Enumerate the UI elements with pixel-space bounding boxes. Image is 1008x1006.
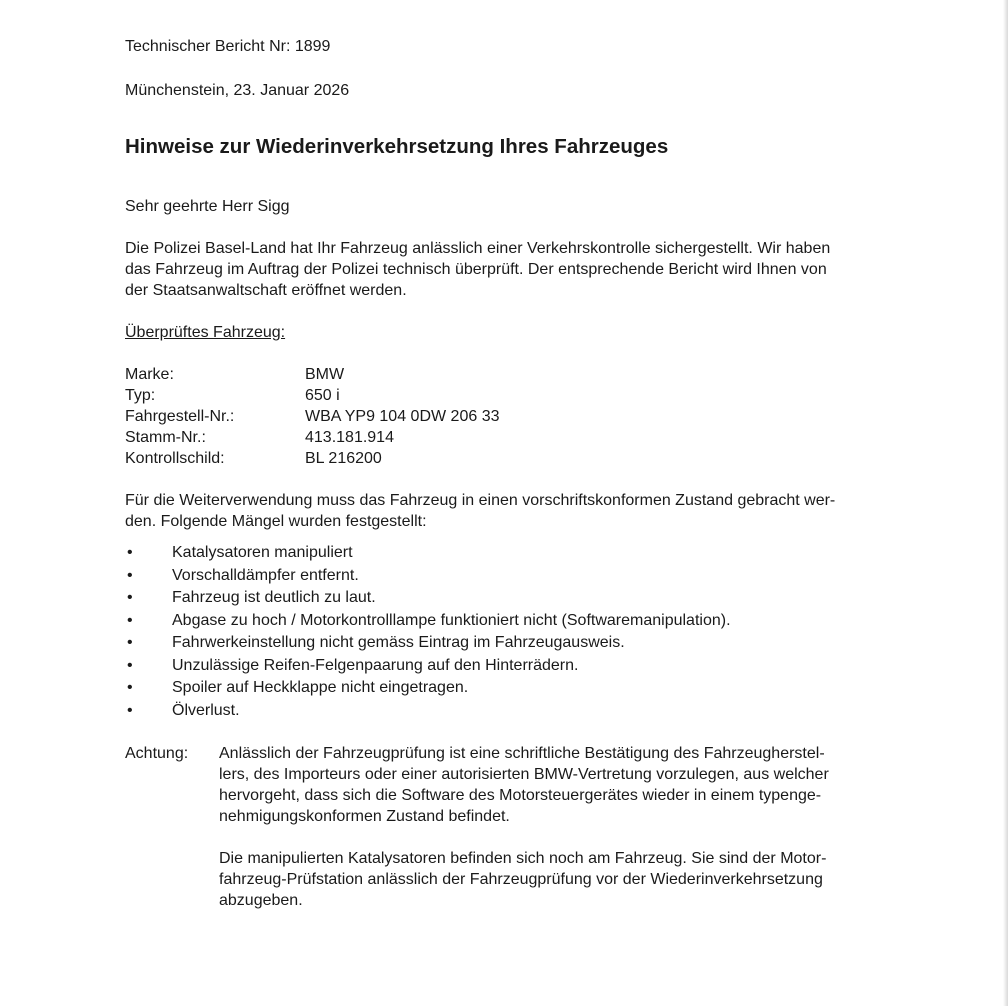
notice-line: lers, des Importeurs oder einer autorisierten BMW-Vertretung vorzulegen, aus welcher: [219, 766, 829, 783]
bullet-icon: •: [127, 544, 133, 561]
list-item: [125, 610, 937, 633]
bullet-icon: •: [127, 701, 133, 719]
list-item: [125, 632, 937, 655]
defect-text: Ölverlust.: [172, 701, 240, 719]
vehicle-label: Marke:: [125, 366, 174, 383]
defects-intro-line: den. Folgende Mängel wurden festgestellt:: [125, 513, 427, 530]
vehicle-row-plate: [125, 448, 937, 469]
vehicle-row-brand: [125, 364, 937, 385]
list-item: [125, 677, 937, 700]
defect-text: Abgase zu hoch / Motorkontrolllampe funktioniert nicht (Softwaremanipulation).: [172, 611, 731, 629]
list-item: [125, 587, 937, 610]
notice-line: fahrzeug-Prüfstation anlässlich der Fahrzeugprüfung vor der Wiederinverkehrsetzung: [219, 871, 823, 888]
notice-line: hervorgeht, dass sich die Software des Motorsteuergerätes wieder in einem typenge-: [219, 787, 822, 804]
notice-line: Anlässlich der Fahrzeugprüfung ist eine schriftliche Bestätigung des Fahrzeugherstel-: [219, 745, 825, 762]
bullet-icon: •: [127, 611, 133, 629]
vehicle-label: Typ:: [125, 387, 156, 404]
document-page: [125, 36, 937, 911]
list-item: [125, 542, 937, 565]
intro-paragraph: [125, 238, 937, 301]
vehicle-value: WBA YP9 104 0DW 206 33: [305, 408, 500, 425]
page-edge-shadow: [1003, 0, 1008, 1006]
vehicle-row-chassis: [125, 406, 937, 427]
list-item: [125, 655, 937, 678]
defect-text: Fahrwerkeinstellung nicht gemäss Eintrag im Fahrzeugausweis.: [172, 634, 625, 651]
vehicle-row-stamm: [125, 427, 937, 448]
vehicle-label: Kontrollschild:: [125, 450, 225, 467]
vehicle-value: BMW: [305, 366, 345, 383]
notice-paragraph: [219, 848, 919, 911]
defect-text: Fahrzeug ist deutlich zu laut.: [172, 589, 376, 606]
intro-line: das Fahrzeug im Auftrag der Polizei technisch überprüft. Der entsprechende Bericht wird Ihnen von: [125, 261, 827, 278]
notice-line: Die manipulierten Katalysatoren befinden sich noch am Fahrzeug. Sie sind der Motor-: [219, 850, 827, 867]
report-number: Technischer Bericht Nr: 1899: [125, 38, 331, 55]
vehicle-value: 650 i: [305, 387, 340, 404]
defect-text: Vorschalldämpfer entfernt.: [172, 566, 359, 584]
bullet-icon: •: [127, 679, 133, 696]
vehicle-label: Fahrgestell-Nr.:: [125, 408, 235, 425]
notice-line: nehmigungskonformen Zustand befindet.: [219, 808, 510, 825]
vehicle-value: 413.181.914: [305, 429, 394, 446]
document-title: Hinweise zur Wiederinverkehrsetzung Ihres Fahrzeuges: [125, 135, 669, 158]
notice-line: abzugeben.: [219, 892, 303, 909]
bullet-icon: •: [127, 589, 133, 606]
notice-paragraph: [219, 743, 919, 827]
notice-body: [219, 743, 919, 911]
defects-intro-line: Für die Weiterverwendung muss das Fahrzeug in einen vorschriftskonformen Zustand gebracht wer-: [125, 492, 836, 509]
vehicle-details-table: [125, 364, 937, 469]
intro-line: der Staatsanwaltschaft eröffnet werden.: [125, 282, 407, 299]
vehicle-label: Stamm-Nr.:: [125, 429, 206, 446]
defect-list: [125, 542, 937, 722]
vehicle-value: BL 216200: [305, 450, 382, 467]
place-date: Münchenstein, 23. Januar 2026: [125, 82, 350, 99]
defect-text: Katalysatoren manipuliert: [172, 544, 353, 561]
vehicle-row-type: [125, 385, 937, 406]
notice-label: Achtung:: [125, 745, 189, 762]
list-item: [125, 565, 937, 588]
defect-text: Spoiler auf Heckklappe nicht eingetragen.: [172, 679, 469, 696]
defect-text: Unzulässige Reifen-Felgenpaarung auf den Hinterrädern.: [172, 656, 579, 674]
bullet-icon: •: [127, 656, 133, 674]
list-item: [125, 700, 937, 723]
salutation: Sehr geehrte Herr Sigg: [125, 198, 290, 215]
notice-block: [125, 743, 937, 911]
bullet-icon: •: [127, 566, 133, 584]
bullet-icon: •: [127, 634, 133, 651]
defects-intro: [125, 490, 937, 532]
intro-line: Die Polizei Basel-Land hat Ihr Fahrzeug anlässlich einer Verkehrskontrolle sichergestellt. Wir haben: [125, 240, 831, 257]
vehicle-heading: Überprüftes Fahrzeug:: [125, 324, 286, 341]
